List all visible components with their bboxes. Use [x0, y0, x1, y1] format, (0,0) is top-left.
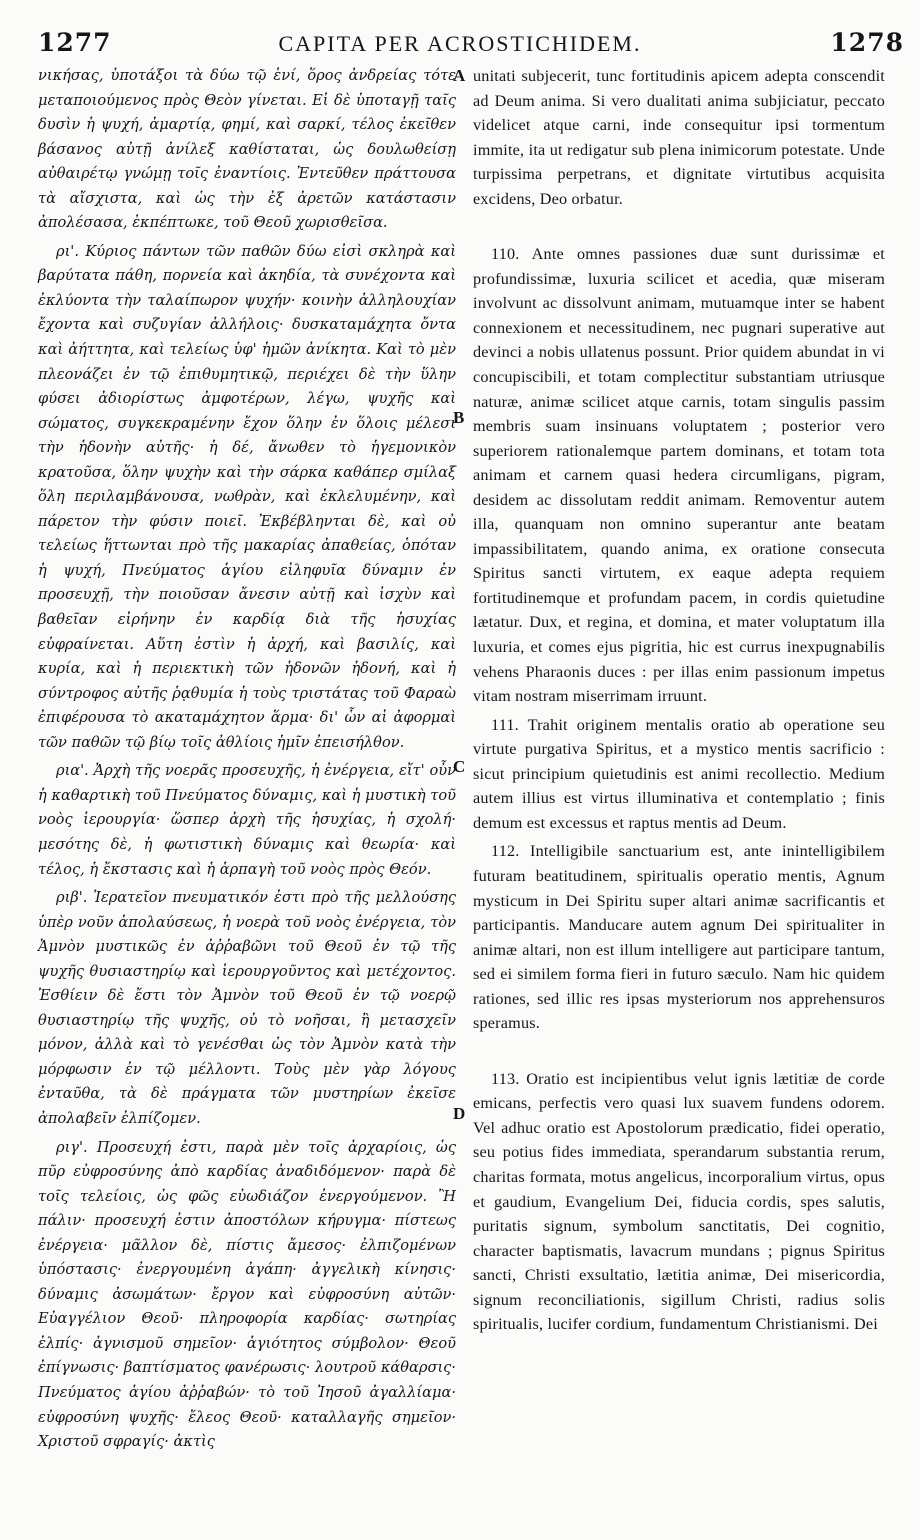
latin-paragraph-110: 110. Ante omnes passiones duæ sunt durissimæ et profundissimæ, luxuria scilicet et acedia, quæ miseram involvunt ac dissolvunt animam, mutuamque inter se habent connexionem et necessitudinem, nec pugnari superative aut devinci a nobis ullatenus possunt. Prior quidem abundat in vi concupiscibili, et totam complectitur substantiam utriusque naturæ, animæ scilicet atque carnis, totam singulis passim membris suam insinuans voluptatem ; posterior vero superiorem rationalemque partem dominans, et totam tota animam et carnem quasi hedera circumligans, pigram, desidem ac dissolutam reddit animam. Removentur autem illa, quanquam non omnino superantur ante beatam impassibilitatem, quando anima, ex oratione consecuta Spiritus sancti virtutem, ex eaque adepta requiem fortitudinemque et profundam pacem, in cordis quietudine lætatur. Dux, et regina, et domina, et mater voluptatum illa luxuria, et comes ejus pigritia, hic est currus inexpugnabilis vehens Pharaonis duces : per illas enim passionum impetus vitam nostram miserrimam irruunt.: [473, 245, 885, 706]
latin-column: [473, 64, 885, 1337]
margin-marker-b: B: [453, 408, 465, 427]
margin-marker-c: C: [453, 757, 466, 776]
greek-column: [38, 64, 456, 1455]
margin-marker-d: D: [453, 1104, 466, 1123]
greek-paragraph-continued: νικήσας, ὑποτάξοι τὰ δύω τῷ ἑνί, ὅρος ἀνδρείας τότε μεταποιούμενος πρὸς Θεὸν γίνεται. Εἰ δὲ ὑποταγῇ ταῖς δυσὶν ἡ ψυχή, ἁμαρτίᾳ, φημί, καὶ σαρκί, τέλος ἐκεῖθεν βάσανος αὐτῇ ἀνίλεξ καθίσταται, ὡς δουλωθείσῃ αὐθαιρέτῳ γνώμῃ τοῖς ἐναντίοις. Ἐντεῦθεν πράττουσα τὰ αἴσχιστα, καὶ ὡς τὴν ἐξ ἀρετῶν κατάστασιν ἀπολέσασα, ἐκπέπτωκε, τοῦ Θεοῦ χωρισθεῖσα.: [38, 67, 456, 232]
left-page-number: 1277: [38, 28, 112, 57]
margin-marker-a: A: [453, 66, 466, 85]
greek-paragraph-113: ριγ'. Προσευχή ἐστι, παρὰ μὲν τοῖς ἀρχαρίοις, ὡς πῦρ εὐφροσύνης ἀπὸ καρδίας ἀναδιδόμενον· παρὰ δὲ τοῖς τελείοις, ὡς φῶς εὐωδιάζον ἐνεργούμενον. Ἢ πάλιν· προσευχή ἐστιν ἀποστόλων κήρυγμα· πίστεως ἐνέργεια· μᾶλλον δὲ, πίστις ἄμεσος· ἐλπιζομένων ὑπόστασις· ἐνεργουμένη ἀγάπη· ἀγγελικὴ κίνησις· δύναμις ἀσωμάτων· ἔργον καὶ εὐφροσύνη αὐτῶν· Εὐαγγέλιον Θεοῦ· πληροφορία καρδίας· σωτηρίας ἐλπίς· ἁγνισμοῦ σημεῖον· ἁγιότητος σύμβολον· Θεοῦ ἐπίγνωσις· βαπτίσματος φανέρωσις· λουτροῦ κάθαρσις· Πνεύματος ἁγίου ἀῤῥαβών· τὸ τοῦ Ἰησοῦ ἀγαλλίαμα· εὐφροσύνη ψυχῆς· ἔλεος Θεοῦ· καταλλαγῆς σημεῖον· Χριστοῦ σφραγίς· ἀκτὶς: [38, 1138, 456, 1451]
greek-paragraph-110: ρι'. Κύριος πάντων τῶν παθῶν δύω εἰσὶ σκληρὰ καὶ βαρύτατα πάθη, πορνεία καὶ ἀκηδία, τὰ συνέχοντα καὶ ἐκλύοντα τὴν ταλαίπωρον ψυχήν· κοινὴν ἀλληλουχίαν ἔχοντα καὶ συζυγίαν ἀλλήλοις· δυσκαταμάχητα ὄντα καὶ ἀήττητα, καὶ τελείως ὑφ' ἡμῶν ἀνίκητα. Καὶ τὸ μὲν πλεονάζει ἐν τῷ ἐπιθυμητικῷ, περιέχει δὲ τὴν ὕλην φύσει ἀδιορίστως ἀμφοτέρων, λέγω, ψυχῆς καὶ σώματος, συγκεκραμένην ἔχον ὅλην ἐν ὅλοις μέλεσι τὴν ἡδονὴν αὐτῆς· ἡ δέ, ἄνωθεν τὸ ἡγεμονικὸν κρατοῦσα, ὅλην ψυχὴν καὶ τὴν σάρκα καθάπερ σμίλαξ ὅλη περιλαμβάνουσα, νωθρὰν, καὶ ἐκλελυμένην, καὶ πάρετον τὴν φύσιν ποιεῖ. Ἐκβέβληνται δὲ, καὶ οὐ τελείως ἥττωνται πρὸ τῆς μακαρίας ἀπαθείας, ὁπόταν ἡ ψυχή, Πνεύματος ἁγίου εἰληφυῖα δύναμιν ἐν προσευχῇ, τὴν ποιοῦσαν ἄνεσιν αὐτῇ καὶ ἰσχὺν καὶ βαθεῖαν εἰρήνην ἐν καρδίᾳ διὰ τῆς ἡσυχίας εὐφραίνεται. Αὕτη ἐστὶν ἡ ἀρχή, καὶ βασιλίς, καὶ κυρία, καὶ ἡ περιεκτικὴ τῶν ἡδονῶν ἡδονή, καὶ ἡ σύντροφος αὐτῆς ῥᾳθυμία ἡ τοὺς τριστάτας τοῦ Φαραὼ ἐπιφέρουσα τὸ ακαταμάχητον ἅρμα· δι' ὧν αἱ ἀφορμαὶ τῶν παθῶν τῷ βίῳ τοῖς ἀθλίοις ἡμῖν ἐπεισήλθον.: [38, 242, 456, 751]
page-header: [0, 0, 920, 56]
greek-paragraph-111: ρια'. Ἀρχὴ τῆς νοερᾶς προσευχῆς, ἡ ἐνέργεια, εἴτ' οὖν ἡ καθαρτικὴ τοῦ Πνεύματος δύναμις, καὶ ἡ μυστικὴ τοῦ νοὸς ἱερουργία· ὥσπερ ἀρχὴ τῆς ἡσυχίας, ἡ σχολή· μεσότης δὲ, ἡ φωτιστικὴ δύναμις καὶ θεωρία· καὶ τέλος, ἡ ἔκστασις καὶ ἡ ἁρπαγὴ τοῦ νοὸς πρὸς Θεόν.: [38, 762, 456, 878]
running-head-title: CAPITA PER ACROSTICHIDEM.: [278, 31, 642, 56]
greek-paragraph-112: ριβ'. Ἱερατεῖον πνευματικόν ἐστι πρὸ τῆς μελλούσης ὑπὲρ νοῦν ἀπολαύσεως, ἡ νοερὰ τοῦ νοὸς ἐνέργεια, τὸν Ἀμνὸν μυστικῶς ἐν ἀῤῥαβῶνι τοῦ Θεοῦ ἐν τῷ τῆς ψυχῆς θυσιαστηρίῳ καὶ ἱερουργοῦντος καὶ μετέχοντος. Ἐσθίειν δὲ ἔστι τὸν Ἀμνὸν τοῦ Θεοῦ ἐν τῷ νοερῷ θυσιαστηρίῳ τῆς ψυχῆς, οὐ τὸ νοῆσαι, ἢ μετασχεῖν μόνον, ἀλλὰ καὶ τὸ γενέσθαι ὡς τὸν Ἀμνὸν κατὰ τὴν μόρφωσιν ἐν τῷ μέλλοντι. Τοὺς μὲν γὰρ λόγους ἐνταῦθα, τὰ δὲ πράγματα τῶν μυστηρίων ἐκεῖσε ἀπολαβεῖν ἐλπίζομεν.: [38, 889, 456, 1127]
latin-paragraph-113: 113. Oratio est incipientibus velut ignis lætitiæ de corde emicans, perfectis vero quasi lux suavem fundens odorem. Vel adhuc oratio est Apostolorum prædicatio, fidei operatio, seu potius fides immediata, sperandarum substantia rerum, charitas formata, motus angelicus, incorporalium virtus, opus et gaudium, Evangelium Dei, fiducia cordis, spes salutis, puritatis signum, symbolum sanctitatis, Dei cognitio, character baptismatis, lavacrum mundans ; pignus Spiritus sancti, Christi exsultatio, lætitia animæ, Dei misericordia, signum reconciliationis, sigillum Christi, radius solis spiritualis, lucifer cordium, fundamentum Christianismi. Dei: [473, 1069, 885, 1334]
latin-paragraph-111: 111. Trahit originem mentalis oratio ab operatione seu virtute purgativa Spiritus, et a mystico mentis sacrificio : sicut principium quietudinis est animi recollectio. Medium autem illius est virtus illuminativa et contemplatio ; finis demum est excessus et raptus mentis ad Deum.: [473, 715, 885, 832]
right-page-number: 1278: [830, 28, 904, 57]
latin-paragraph-continued: unitati subjecerit, tunc fortitudinis apicem adepta conscendit ad Deum anima. Si vero dualitati anima subjiciatur, peccato videlicet atque carni, inde consequitur ipsi tormentum immite, ita ut redigatur sub plena inimicorum potestate. Unde turpissima perpetrans, et dignitate virtutibus acquisita excidens, Deo orbatur.: [473, 67, 885, 208]
latin-paragraph-112: 112. Intelligibile sanctuarium est, ante inintelligibilem futuram beatitudinem, spiritualis operatio mentis, Agnum mysticum in Dei Spiritu super altari animæ sacrificantis et participantis. Manducare autem agnum Dei spiritualiter in animæ altari, non est illum intelligere aut participare tantum, sed ei similem forma fieri in futuro sæculo. Nam hic quidem rationes, sed illic res ipsas mysteriorum nos apprehensuros speramus.: [473, 842, 885, 1033]
